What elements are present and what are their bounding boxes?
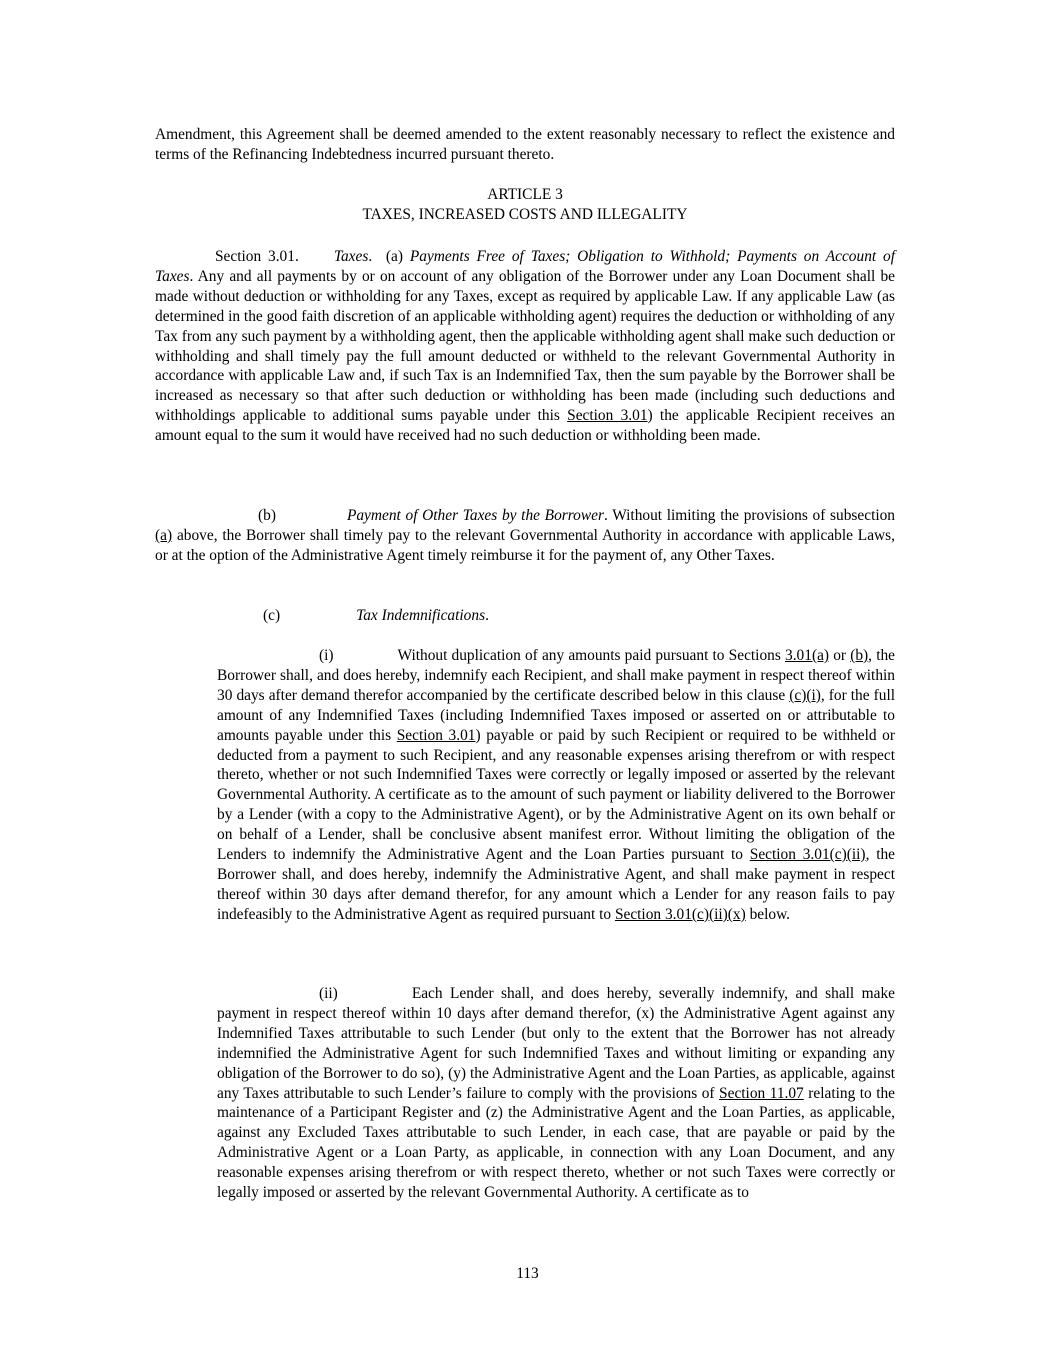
clause-b-link[interactable]: (b): [850, 647, 869, 664]
page-number: 113: [516, 1265, 539, 1282]
clause-a-title: Payments Free of Taxes; Obligation to Withhold; Payments on Account of Taxes: [155, 248, 895, 285]
subsection-a-link[interactable]: (a): [155, 526, 173, 544]
clause-c-i-link[interactable]: (c)(i): [789, 686, 821, 704]
clause-c-i-paragraph: (i) Without duplication of any amounts paid pursuant to Sections 3.01(a) or (b), the Borrower shall, and does hereby, indemnify each Recipient, and shall make payment in respect thereof within 30 days after demand therefor accompanied by the certificate described below in this clause (c)(i), for the full amount of any Indemnified Taxes (including Indemnified Taxes imposed or asserted on or attributable to amounts payable under this Section 3.01) payable or paid by such Recipient or required to be withheld or deducted from a payment to such Recipient, and any reasonable expenses arising therefrom or with respect thereto, whether or not such Indemnified Taxes were correctly or legally imposed or asserted by the relevant Governmental Authority. A certificate as to the amount of such payment or liability delivered to the Borrower by a Lender (with a copy to the Administrative Agent), or by the Administrative Agent on its own behalf or on behalf of a Lender, shall be conclusive absent manifest error. Without limiting the obligation of the Lenders to indemnify the Administrative Agent and the Loan Parties pursuant to Section 3.01(c)(ii), the Borrower shall, and does hereby, indemnify the Administrative Agent, and shall make payment in respect thereof within 30 days after demand therefor, for any amount which a Lender for any reason fails to pay indefeasibly to the Administrative Agent as required pursuant to Section 3.01(c)(ii)(x) below.: [217, 647, 896, 923]
section-title: Taxes: [333, 248, 369, 265]
section-3-01-c-ii-link[interactable]: Section 3.01(c)(ii): [749, 846, 866, 864]
intro-text: Amendment, this Agreement shall be deemed amended to the extent reasonably necessary to reflect the existence and terms of the Refinancing Indebtedness incurred pursuant thereto.: [155, 126, 895, 163]
intro-paragraph: [155, 125, 895, 165]
section-label: Section 3.01.: [215, 248, 299, 265]
clause-c-ii-label: (ii): [319, 985, 338, 1002]
section-3-01-link-2[interactable]: Section 3.01: [396, 726, 476, 744]
section-3-01-c-ii-x-link[interactable]: Section 3.01(c)(ii)(x): [614, 905, 746, 923]
article-heading: [155, 185, 895, 225]
clause-b-label: (b): [258, 507, 276, 524]
clause-c-i-label: (i): [319, 647, 334, 664]
section-11-07-link[interactable]: Section 11.07: [719, 1084, 804, 1102]
section-3-01-link[interactable]: Section 3.01: [567, 407, 648, 425]
article-number: ARTICLE 3: [487, 186, 563, 203]
clause-c-label: (c): [263, 607, 281, 624]
clause-b-title: Payment of Other Taxes by the Borrower: [346, 507, 604, 524]
article-title: TAXES, INCREASED COSTS AND ILLEGALITY: [362, 205, 688, 223]
section-3-01-a-link[interactable]: 3.01(a): [785, 647, 830, 664]
clause-c-title: Tax Indemnifications: [356, 607, 486, 624]
clause-b-paragraph: (b) Payment of Other Taxes by the Borrower. Without limiting the provisions of subsection (a) above, the Borrower shall timely pay to the relevant Governmental Authority in accordance with applicable Laws, or at the option of the Administrative Agent timely reimburse it for the payment of, any Other Taxes.: [155, 507, 896, 564]
clause-c-ii-paragraph: (ii) Each Lender shall, and does hereby, severally indemnify, and shall make payment in respect thereof within 10 days after demand therefor, (x) the Administrative Agent against any Indemnified Taxes attributable to such Lender (but only to the extent that the Borrower has not already indemnified the Administrative Agent for such Indemnified Taxes and without limiting or expanding any obligation of the Borrower to do so), (y) the Administrative Agent and the Loan Parties, as applicable, against any Taxes attributable to such Lender’s failure to comply with the provisions of Section 11.07 relating to the maintenance of a Participant Register and (z) the Administrative Agent and the Loan Parties, as applicable, against any Excluded Taxes attributable to such Lender, in each case, that are payable or paid by the Administrative Agent or a Loan Party, as applicable, in connection with any Loan Document, and any reasonable expenses arising therefrom or with respect thereto, whether or not such Taxes were correctly or legally imposed or asserted by the relevant Governmental Authority. A certificate as to: [217, 985, 896, 1202]
clause-a-label: (a): [385, 248, 403, 265]
section-3-01-paragraph: Section 3.01. Taxes. (a) Payments Free of Taxes; Obligation to Withhold; Payments on Account of Taxes. Any and all payments by or on account of any obligation of the Borrower under any Loan Document shall be made without deduction or withholding for any Taxes, except as required by applicable Law. If any applicable Law (as determined in the good faith discretion of an applicable withholding agent) requires the deduction or withholding of any Tax from any such payment by a withholding agent, then the applicable withholding agent shall make such deduction or withholding and shall timely pay the full amount deducted or withheld to the relevant Governmental Authority in accordance with applicable Law and, if such Tax is an Indemnified Tax, then the sum payable by the Borrower shall be increased as necessary so that after such deduction or withholding has been made (including such deductions and withholdings applicable to additional sums payable under this Section 3.01) the applicable Recipient receives an amount equal to the sum it would have received had no such deduction or withholding been made.: [155, 248, 895, 445]
clause-c-heading: (c) Tax Indemnifications.: [263, 607, 489, 624]
